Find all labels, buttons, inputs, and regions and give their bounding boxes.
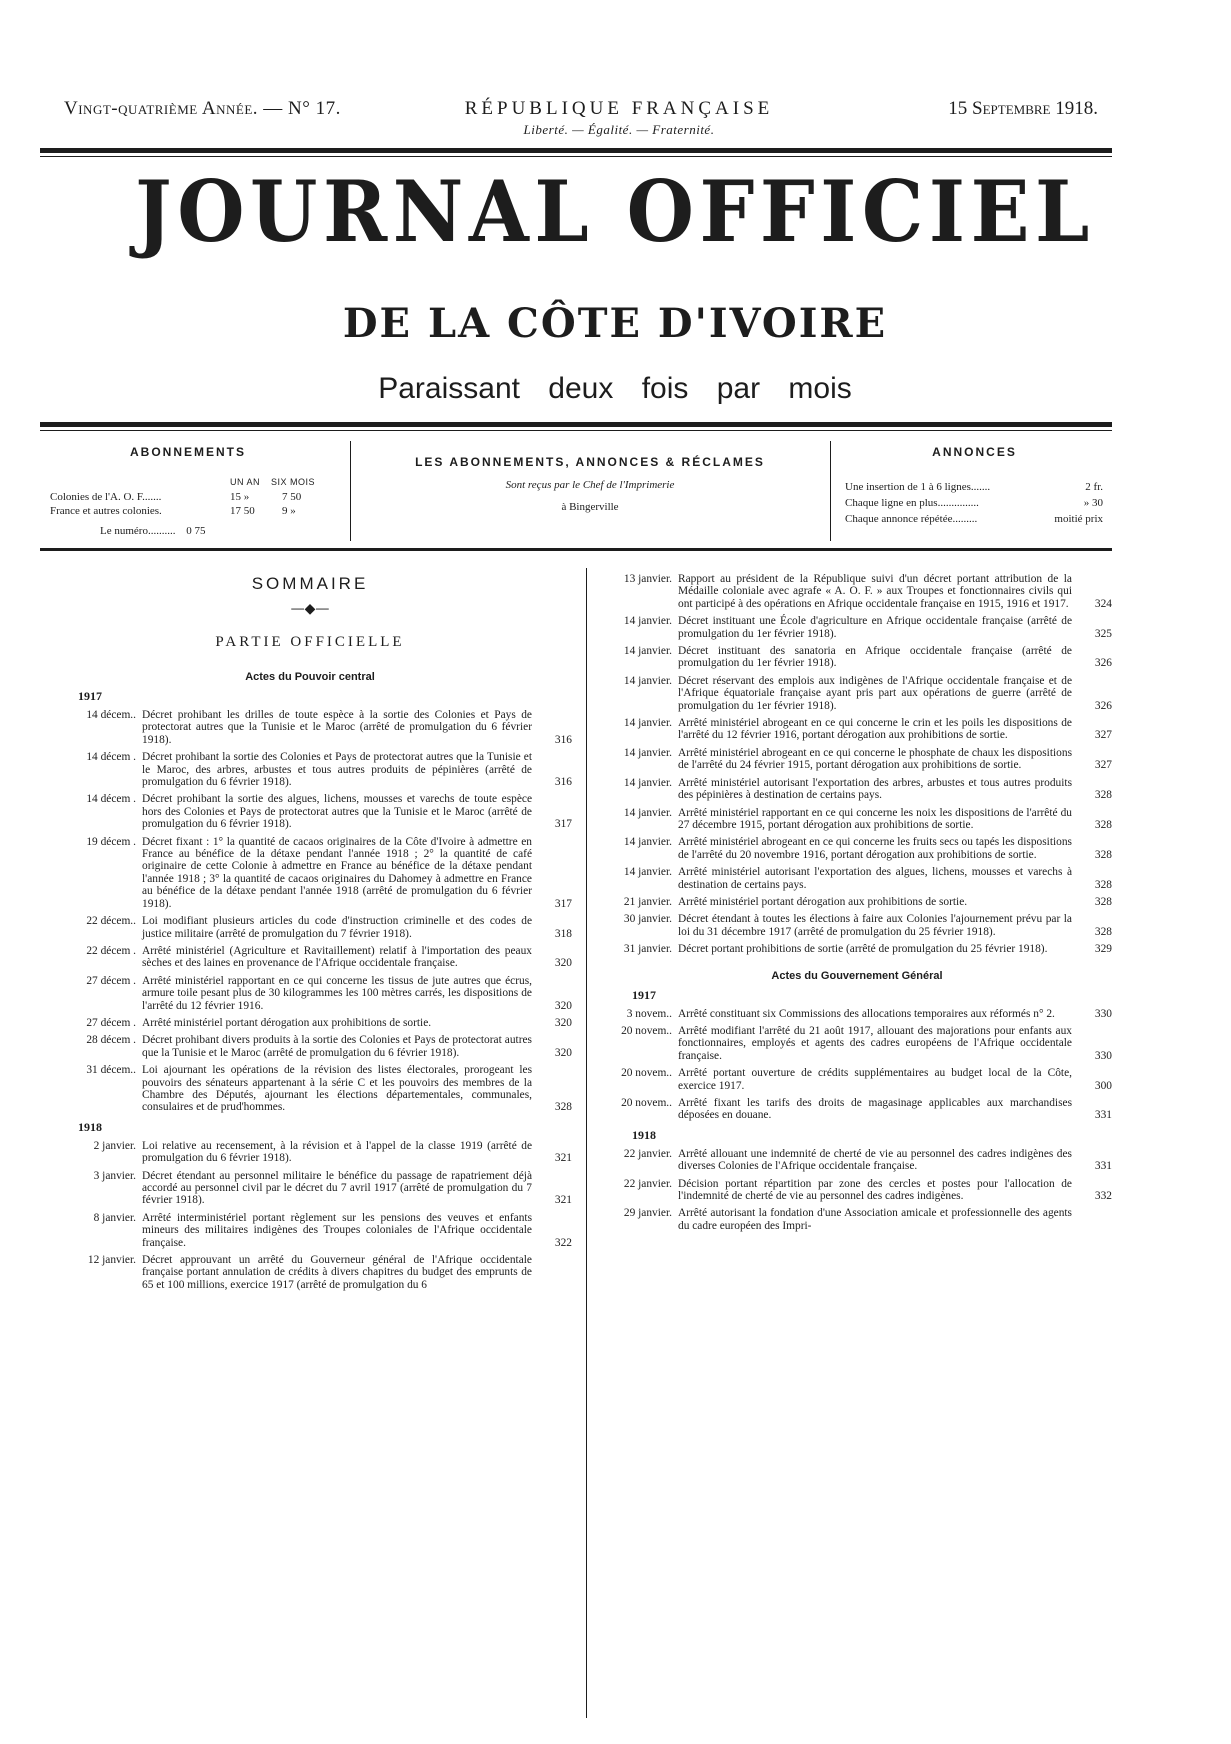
journal-title: JOURNAL OFFICIEL [135, 162, 1095, 261]
subscription-row [50, 491, 302, 503]
entry-page: 320 [554, 1016, 572, 1029]
entry-text: Décret réservant des emplois aux indigènes de l'Afrique occidentale française et de l'Afrique équatoriale française ayant pris part aux opérations de guerre (arrêté de promulgation du 1er février 1918). [678, 674, 1072, 712]
entry-text: Décret prohibant les drilles de toute espèce à la sortie des Colonies et Pays de protectorat autres que la Tunisie et le Maroc (arrêté de promulgation du 6 février 1918). [142, 709, 532, 746]
entry-text: Arrêté ministériel portant dérogation aux prohibitions de sortie. [678, 895, 968, 908]
entry-page: 325 [1094, 627, 1112, 640]
entry-date: 22 décem.. [86, 915, 136, 928]
entry-text: Décret étendant à toutes les élections à faire aux Colonies l'ajournement prévu par la loi du 31 décembre 1917 (arrêté de promulgation du 25 février 1918). [678, 913, 1072, 938]
entry-text: Loi modifiant plusieurs articles du code d'instruction criminelle et des codes de justice militaire (arrêté de promulgation du 7 février 1918). [142, 915, 532, 940]
subscriptions-heading: ABONNEMENTS [130, 445, 247, 459]
entry-text: Arrêté ministériel (Agriculture et Ravitaillement) relatif à l'importation des peaux sèches et des laines en provenance de l'Afrique occidentale française. [142, 944, 532, 970]
summary-entry [602, 717, 1112, 742]
entry-text: Arrêté ministériel portant dérogation aux prohibitions de sortie. [142, 1016, 432, 1029]
entry-page: 328 [1094, 878, 1112, 891]
entry-date: 27 décem . [86, 1016, 136, 1029]
entry-page: 330 [1094, 1049, 1112, 1062]
masthead-rule [40, 422, 1112, 427]
entry-date: 31 décem.. [86, 1064, 136, 1077]
summary-entry [602, 807, 1112, 832]
col-six-months: SIX MOIS [271, 477, 316, 487]
notice-note: Sont reçus par le Chef de l'Imprimerie [505, 479, 675, 491]
entry-date: 14 janvier. [623, 836, 672, 849]
part-heading: PARTIE OFFICIELLE [215, 634, 405, 650]
top-rule-thin [40, 156, 1112, 157]
entry-date: 14 janvier. [623, 776, 672, 789]
summary-entry [602, 1097, 1112, 1122]
annonces-box [837, 433, 1112, 545]
summary-right-column [602, 568, 1112, 1232]
summary-entry [602, 615, 1112, 640]
entry-page: 320 [554, 999, 572, 1012]
entry-text: Décret instituant une École d'agriculture en Afrique occidentale française (arrêté de promulgation du 1er février 1918). [678, 615, 1072, 640]
section-heading: Actes du Pouvoir central [245, 671, 375, 683]
entry-page: 324 [1094, 597, 1112, 610]
summary-entry [602, 866, 1112, 891]
annonce-rate-row [845, 497, 1103, 509]
row-six-months: 7 50 [282, 491, 302, 503]
year-heading: 1918 [78, 1119, 102, 1134]
rate-label: Chaque ligne en plus............... [845, 497, 979, 509]
subscriptions-col-headers [230, 477, 315, 487]
entry-date: 27 décem . [86, 974, 136, 987]
entry-page: 320 [554, 1046, 572, 1059]
row-label: France et autres colonies. [50, 505, 162, 517]
summary-entry [602, 1207, 1112, 1232]
masthead-rule-thin [40, 430, 1112, 431]
entry-page: 318 [554, 927, 572, 940]
summary-entry [602, 1148, 1112, 1173]
entry-date: 14 décem . [86, 793, 136, 806]
summary-entry [48, 1017, 572, 1029]
entry-text: Arrêté allouant une indemnité de cherté de vie au personnel des cadres indigènes des diverses Colonies de l'Afrique occidentale française. [678, 1147, 1072, 1173]
subscriptions-box [40, 433, 340, 545]
summary-entry [48, 836, 572, 910]
subscription-row [50, 505, 296, 517]
annonce-rate-row [845, 513, 1103, 525]
entry-date: 14 janvier. [623, 746, 672, 759]
row-label: Colonies de l'A. O. F....... [50, 491, 162, 503]
top-rule [40, 148, 1112, 153]
entry-date: 14 décem . [86, 751, 136, 764]
entry-page: 327 [1094, 729, 1112, 742]
republic-label: RÉPUBLIQUE FRANÇAISE [464, 98, 774, 119]
summary-entry [48, 945, 572, 970]
entry-page: 328 [1094, 818, 1112, 831]
summary-title: SOMMAIRE [251, 574, 369, 593]
entry-text: Décret approuvant un arrêté du Gouverneur général de l'Afrique occidentale française portant annulation de crédits à divers chapitres du budget des emprunts de 65 et 100 millions, exercice 1917 (arrêté de promulgation du 6 [142, 1254, 532, 1291]
entry-text: Décret étendant au personnel militaire le bénéfice du passage de rapatriement déjà accordé au personnel civil par le décret du 7 avril 1917 (arrêté de promulgation du 7 février 1918). [142, 1169, 532, 1207]
entry-page: 329 [1094, 943, 1112, 956]
entry-date: 28 décem . [86, 1034, 136, 1047]
summary-entry [48, 1170, 572, 1207]
entry-text: Arrêté ministériel abrogeant en ce qui concerne le phosphate de chaux les dispositions de l'arrêté du 24 février 1915, portant dérogation aux prohibitions de sortie. [678, 746, 1072, 772]
year-heading: 1917 [78, 689, 102, 703]
year-issue: Vingt-quatrième Année. — N° 17. [64, 98, 341, 119]
entry-page: 331 [1094, 1109, 1112, 1122]
entry-page: 328 [1094, 848, 1112, 861]
right-entries-general [602, 988, 1112, 1233]
summary-entry [602, 777, 1112, 802]
entry-date: 20 novem.. [621, 1097, 672, 1109]
entry-date: 19 décem . [86, 835, 136, 848]
row-year: 17 50 [230, 505, 255, 517]
notice-box [360, 433, 820, 545]
single-issue-row [100, 525, 205, 537]
annonces-heading: ANNONCES [932, 445, 1017, 459]
entry-date: 14 janvier. [623, 866, 672, 879]
entry-text: Arrêté portant ouverture de crédits supplémentaires au budget local de la Côte, exercice 1917. [678, 1067, 1072, 1092]
entry-text: Loi relative au recensement, à la révision et à l'appel de la classe 1919 (arrêté de promulgation du 6 février 1918). [142, 1139, 532, 1165]
entry-page: 316 [554, 733, 572, 746]
annonce-rate-row [845, 481, 1103, 493]
entry-page: 327 [1094, 759, 1112, 772]
issue-line [64, 98, 1098, 137]
entry-date: 20 novem.. [621, 1067, 672, 1080]
ornament-divider: —◆— [290, 601, 330, 617]
summary-entry [48, 751, 572, 788]
entry-text: Arrêté modifiant l'arrêté du 21 août 1917, allouant des majorations pour enfants aux fonctionnaires, employés et agents des cadres européens de l'Afrique occidentale française. [678, 1024, 1072, 1062]
entry-text: Décret prohibant divers produits à la sortie des Colonies et Pays de protectorat autres que la Tunisie et le Maroc (arrêté de promulgation du 6 février 1918). [142, 1034, 532, 1059]
motto: Liberté. — Égalité. — Fraternité. [523, 122, 715, 137]
section-heading: Actes du Gouvernement Général [771, 969, 943, 982]
entry-page: 326 [1094, 699, 1112, 712]
entry-date: 14 janvier. [623, 717, 672, 730]
entry-page: 328 [1094, 925, 1112, 938]
entry-date: 3 novem.. [626, 1007, 672, 1020]
entry-text: Arrêté constituant six Commissions des allocations temporaires aux réformés n° 2. [678, 1007, 1055, 1020]
entry-page: 321 [554, 1152, 572, 1165]
entry-page: 300 [1094, 1079, 1112, 1092]
entry-date: 13 janvier. [623, 573, 672, 585]
entry-text: Décret portant prohibitions de sortie (arrêté de promulgation du 25 février 1918). [678, 943, 1048, 956]
rate-value: » 30 [1083, 497, 1103, 509]
summary-entry [602, 1025, 1112, 1062]
summary-entry [602, 836, 1112, 861]
entry-page: 328 [554, 1101, 572, 1114]
entry-text: Arrêté ministériel abrogeant en ce qui concerne les fruits secs ou tapés les dispositions de l'arrêté du 20 novembre 1916, portant dérogation aux prohibitions de sortie. [678, 836, 1072, 861]
entry-page: 328 [1094, 895, 1112, 908]
rate-label: Une insertion de 1 à 6 lignes....... [845, 481, 991, 493]
summary-entry [602, 747, 1112, 772]
entry-page: 326 [1094, 657, 1112, 670]
band-divider [830, 441, 831, 541]
column-divider [586, 568, 587, 1718]
entry-date: 22 janvier. [623, 1177, 672, 1190]
summary-entry [602, 675, 1112, 712]
entry-page: 317 [554, 897, 572, 910]
summary-entry [602, 1008, 1112, 1020]
entry-text: Arrêté fixant les tarifs des droits de magasinage applicables aux marchandises déposées en douane. [678, 1097, 1072, 1122]
entry-date: 8 janvier. [93, 1211, 136, 1224]
entry-date: 30 janvier. [623, 913, 672, 926]
entry-date: 14 janvier. [623, 645, 672, 658]
summary-entry [48, 1212, 572, 1249]
summary-entry [602, 1178, 1112, 1203]
entry-text: Arrêté interministériel portant règlement sur les pensions des veuves et enfants mineurs des militaires indigènes des Troupes coloniales de l'Afrique occidentale française. [142, 1211, 532, 1249]
summary-entry [602, 943, 1112, 955]
journal-subtitle: DE LA CÔTE D'IVOIRE [342, 300, 888, 347]
year-heading: 1918 [632, 1127, 656, 1142]
summary-entry [48, 1140, 572, 1165]
entry-date: 2 janvier. [93, 1139, 136, 1152]
entry-date: 21 janvier. [623, 895, 672, 908]
entry-page: 320 [554, 957, 572, 970]
row-year: 15 » [230, 491, 250, 503]
band-divider [350, 441, 351, 541]
entry-page: 316 [554, 776, 572, 789]
entry-text: Arrêté ministériel rapportant en ce qui concerne les tissus de jute autres que écrus, armure toile pesant plus de 30 kilogrammes les 100 mètres carrés, les dispositions de l'arrêté du 12 février 1916. [142, 974, 532, 1012]
notice-heading: LES ABONNEMENTS, ANNONCES & RÉCLAMES [415, 455, 765, 469]
entry-date: 12 janvier. [87, 1254, 136, 1267]
notice-location: à Bingerville [561, 501, 619, 513]
summary-entry [48, 915, 572, 940]
subscription-band [40, 433, 1112, 545]
entry-page: 322 [554, 1236, 572, 1249]
entry-date: 14 décem.. [86, 709, 136, 721]
entry-text: Rapport au président de la République suivi d'un décret portant attribution de la Médaille coloniale avec agrafe « A. O. F. » aux Troupes et fonctionnaires civils qui ont participé à des opérations en Afrique occidentale française en 1915, 1916 et 1917. [678, 573, 1072, 610]
entry-page: 330 [1094, 1007, 1112, 1020]
band-rule [40, 548, 1112, 551]
summary-entry [48, 1064, 572, 1114]
entry-text: Décret prohibant la sortie des Colonies et Pays de protectorat autres que la Tunisie et le Maroc, des arbres, arbustes et tous autres produits de pépinières (arrêté de promulgation du 6 février 1918). [142, 751, 532, 789]
entry-date: 22 janvier. [623, 1147, 672, 1160]
summary-entry [48, 793, 572, 830]
journal-tagline: Paraissant deux fois par mois [378, 372, 852, 405]
entry-page: 321 [554, 1194, 572, 1207]
entry-page: 332 [1094, 1190, 1112, 1203]
entry-text: Loi ajournant les opérations de la révision des listes électorales, prorogeant les pouvoirs des sénateurs appartenant à la série C et les pouvoirs des membres de la Chambre des Députés, ajournant les élections départementales, communales, consulaires et de prud'hommes. [142, 1064, 532, 1114]
entry-text: Arrêté autorisant la fondation d'une Association amicale et professionnelle des agents du cadre européen des Impri- [678, 1207, 1072, 1232]
entry-page: 317 [554, 818, 572, 831]
summary-entry [602, 1067, 1112, 1092]
entry-page: 328 [1094, 789, 1112, 802]
col-one-year: UN AN [230, 477, 261, 487]
summary-entry [602, 645, 1112, 670]
summary-entry [48, 975, 572, 1012]
rate-value: 2 fr. [1085, 481, 1103, 493]
year-heading: 1917 [632, 987, 656, 1002]
summary-entry [602, 896, 1112, 908]
issue-date: 15 Septembre 1918. [948, 98, 1098, 119]
entry-date: 29 janvier. [623, 1207, 672, 1220]
summary-entry [602, 913, 1112, 938]
right-entries-central [602, 573, 1112, 956]
entry-date: 31 janvier. [623, 943, 672, 956]
entry-page: 331 [1094, 1160, 1112, 1173]
entry-text: Décret prohibant la sortie des algues, lichens, mousses et varechs de toute espèce hors des Colonies et Pays de protectorat autres que la Tunisie et le Maroc (arrêté de promulgation du 6 février 1918). [142, 793, 532, 831]
entry-text: Décret fixant : 1° la quantité de cacaos originaires de la Côte d'Ivoire à admettre en France au bénéfice de la détaxe pendant l'année 1918 ; 2° la quantité de café originaire de cette Colonie à admettre en France au bénéfice de la détaxe pendant l'année 1918 ; 3° la quantité de cacaos originaires du Dahomey à admettre en France au bénéfice de la détaxe pendant l'année 1918 (arrêté de promulgation du 6 février 1918). [142, 835, 532, 910]
summary-entry [48, 709, 572, 746]
entry-text: Arrêté ministériel autorisant l'exportation des algues, lichens, mousses et varechs à destination de certains pays. [678, 866, 1072, 891]
summary-entry [602, 573, 1112, 610]
entry-date: 14 janvier. [623, 806, 672, 819]
entry-text: Décision portant répartition par zone des cercles et postes pour l'allocation de l'indemnité de cherté de vie au personnel des cadres indigènes. [678, 1177, 1072, 1203]
single-issue-label: Le numéro.......... [100, 525, 176, 537]
entry-text: Décret instituant des sanatoria en Afrique occidentale française (arrêté de promulgation du 1er février 1918). [678, 645, 1072, 670]
summary-left-column [48, 568, 572, 1291]
entry-date: 22 décem . [86, 944, 136, 957]
summary-entry [48, 1034, 572, 1059]
row-six-months: 9 » [282, 505, 296, 517]
entry-date: 3 janvier. [93, 1169, 136, 1182]
rate-label: Chaque annonce répétée......... [845, 513, 978, 525]
summary-entry [48, 1254, 572, 1291]
entry-text: Arrêté ministériel rapportant en ce qui concerne les noix les dispositions de l'arrêté du 27 décembre 1915, portant dérogation aux prohibitions de sortie. [678, 806, 1072, 831]
entry-text: Arrêté ministériel abrogeant en ce qui concerne le crin et les poils les dispositions de l'arrêté du 12 février 1916, portant dérogation aux prohibitions de sortie. [678, 717, 1072, 742]
rate-value: moitié prix [1054, 513, 1103, 525]
entry-text: Arrêté ministériel autorisant l'exportation des arbres, arbustes et tous autres produits des pépinières à destination de certains pays. [678, 776, 1072, 802]
left-entries [48, 689, 572, 1291]
entry-date: 14 janvier. [623, 674, 672, 687]
entry-date: 20 novem.. [621, 1024, 672, 1037]
republic-block [424, 98, 814, 138]
entry-date: 14 janvier. [623, 615, 672, 628]
single-issue-price: 0 75 [186, 525, 206, 537]
